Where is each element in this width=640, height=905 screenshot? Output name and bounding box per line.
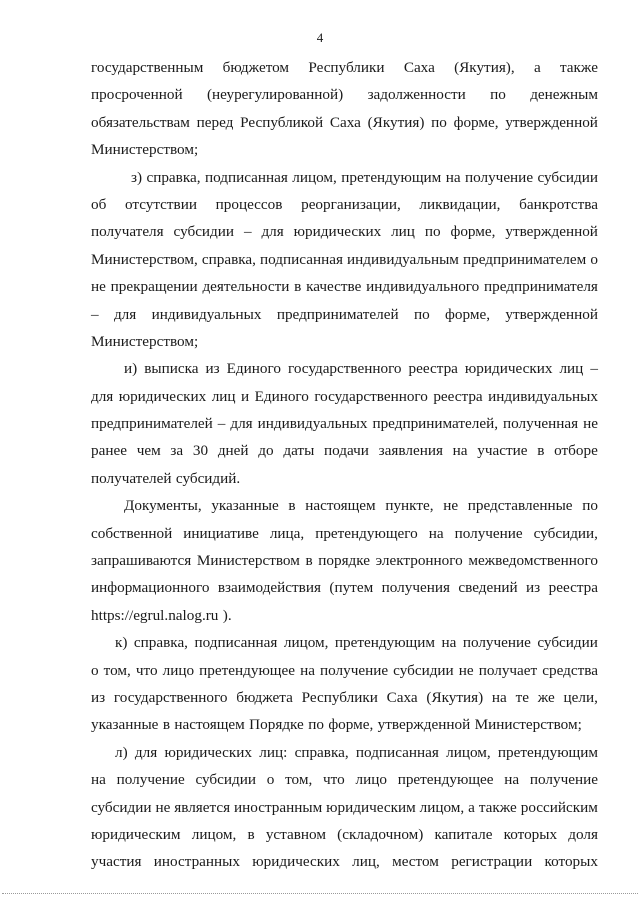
word: Единого <box>254 387 309 405</box>
word: заявления <box>378 442 443 460</box>
text-line <box>91 602 598 629</box>
text-line <box>91 136 598 163</box>
word: в <box>162 716 170 734</box>
word: получение <box>529 771 598 789</box>
word: справка, <box>294 743 349 761</box>
word: дней <box>217 442 249 460</box>
word: предпринимателем <box>462 250 587 268</box>
word: юридических <box>252 853 340 871</box>
text-line <box>91 492 598 519</box>
word: процессов <box>215 195 283 213</box>
word: регистрации <box>451 853 533 871</box>
text-line <box>91 766 598 793</box>
word: Саха <box>386 688 418 706</box>
text-line <box>91 273 598 300</box>
word: лиц <box>391 223 415 241</box>
word: указанные <box>211 497 279 515</box>
word: предпринимателей, <box>372 415 499 433</box>
page-bottom-border <box>2 893 638 894</box>
word: для <box>134 743 158 761</box>
word: на <box>91 771 106 789</box>
word: также <box>478 798 517 816</box>
word: чем <box>136 442 161 460</box>
word: о <box>266 771 275 789</box>
word: в <box>247 825 255 843</box>
word: реестра <box>548 579 598 597</box>
word: на <box>441 634 457 652</box>
word: субсидий. <box>175 469 241 487</box>
word: Министерством, <box>91 250 198 268</box>
word: на <box>504 771 520 789</box>
word: ранее <box>91 442 127 460</box>
word: утвержденной <box>505 113 598 131</box>
word: лиц, <box>352 853 380 871</box>
text-line <box>91 520 598 547</box>
word: Республики <box>301 688 378 706</box>
word: Министерством; <box>474 716 582 734</box>
word: получение <box>454 524 523 542</box>
word: российским <box>520 798 598 816</box>
word: претендующего <box>315 524 418 542</box>
word: инициативе <box>183 524 259 542</box>
text-line <box>91 657 598 684</box>
word: юридических <box>464 360 553 378</box>
word: иностранным <box>234 798 323 816</box>
word: субсидии <box>195 771 256 789</box>
word: обязательствам <box>91 113 190 131</box>
word: реестра <box>433 387 483 405</box>
word: получение <box>116 771 185 789</box>
word: по <box>308 716 324 734</box>
word: 30 <box>192 442 209 460</box>
word: предпринимателей <box>91 415 213 433</box>
word: из <box>526 579 541 597</box>
word: претендующее <box>199 661 295 679</box>
word: по <box>424 223 441 241</box>
word: получение <box>462 634 531 652</box>
word: взаимодействия <box>217 579 321 597</box>
text-line <box>91 246 598 273</box>
paragraph <box>91 54 598 164</box>
word: в <box>288 497 296 515</box>
word: же <box>537 688 555 706</box>
word: получает <box>478 661 538 679</box>
word: лицом, <box>419 798 465 816</box>
paragraph <box>91 739 598 876</box>
text-line <box>91 301 598 328</box>
word: капитале <box>434 825 493 843</box>
word: субсидии <box>173 223 235 241</box>
word: Республикой <box>240 113 324 131</box>
word: юридических <box>118 387 207 405</box>
text-line <box>91 191 598 218</box>
word: (Якутия), <box>454 59 515 76</box>
word: государственного <box>113 688 228 706</box>
word: претендующим <box>334 634 435 652</box>
word: а <box>468 798 475 816</box>
word: лицо <box>355 771 387 789</box>
paragraph <box>91 164 598 356</box>
word: лиц <box>559 360 584 378</box>
word: лица, <box>269 524 305 542</box>
word: которых <box>544 853 598 871</box>
word: получателей <box>91 469 172 487</box>
text-line <box>91 54 598 81</box>
word: индивидуальных <box>488 387 598 405</box>
word: субсидии, <box>533 524 598 542</box>
word: Министерством; <box>91 141 199 159</box>
word: информационного <box>91 579 210 597</box>
word: для <box>261 223 284 241</box>
word: просроченной <box>91 86 183 104</box>
word: юридическим <box>91 825 181 843</box>
word: справка, <box>146 168 201 186</box>
word: цели, <box>563 688 598 706</box>
word: для <box>91 387 114 405</box>
word: реорганизации, <box>301 195 401 213</box>
word: которых <box>503 825 558 843</box>
word: подписанная <box>194 634 278 652</box>
word: сведений <box>458 579 518 597</box>
word: не <box>91 278 106 296</box>
word: участие <box>477 442 528 460</box>
word: не <box>443 497 459 515</box>
word: претендующим <box>341 168 442 186</box>
paragraph <box>91 492 598 629</box>
word: на <box>428 524 444 542</box>
word: лиц: <box>259 743 288 761</box>
word: форме, <box>450 223 496 241</box>
word: https://egrul.nalog.ru <box>91 606 219 624</box>
word: запрашиваются <box>91 552 192 570</box>
word: получения <box>381 579 450 597</box>
text-line <box>91 355 598 382</box>
word: бюджета <box>236 688 293 706</box>
word: государственным <box>91 59 204 76</box>
word: претендующим <box>497 743 598 761</box>
word: Порядке <box>249 716 304 734</box>
word: (путем <box>329 579 374 597</box>
word: до <box>258 442 274 460</box>
word: местом <box>392 853 439 871</box>
text-line <box>91 711 598 738</box>
word: не <box>155 798 171 816</box>
word: справка, <box>201 250 256 268</box>
word: доля <box>568 825 598 843</box>
word: на <box>491 688 507 706</box>
word: том, <box>285 771 313 789</box>
word: лицом, <box>446 743 491 761</box>
document-body <box>91 54 598 876</box>
word: не <box>458 661 474 679</box>
text-line <box>91 821 598 848</box>
word: выписка <box>144 360 199 378</box>
word: денежным <box>530 86 598 104</box>
text-line <box>91 410 598 437</box>
word: по <box>413 305 430 323</box>
word: прекращении <box>110 278 198 296</box>
word: (складочном) <box>337 825 424 843</box>
text-line <box>91 383 598 410</box>
word: за <box>170 442 184 460</box>
word: – <box>91 305 99 323</box>
text-line <box>91 629 598 656</box>
word: деятельности <box>202 278 290 296</box>
word: бюджетом <box>222 59 290 76</box>
text-line <box>91 848 598 875</box>
word: подписанная <box>204 168 288 186</box>
word: субсидии <box>393 661 454 679</box>
word: пункте, <box>385 497 434 515</box>
word: также <box>559 59 598 76</box>
paragraph <box>91 355 598 492</box>
paragraph <box>91 629 598 739</box>
text-line <box>91 218 598 245</box>
word: в <box>537 442 545 460</box>
word: субсидии <box>537 168 598 186</box>
word: лицо <box>162 661 195 679</box>
word: л) <box>115 743 128 761</box>
word: и <box>240 387 250 405</box>
word: межведомственного <box>468 552 598 570</box>
text-line <box>91 794 598 821</box>
text-line <box>91 547 598 574</box>
word: к) <box>115 634 128 652</box>
word: субсидии <box>537 634 598 652</box>
word: претендующее <box>397 771 494 789</box>
word: участия <box>91 853 142 871</box>
word: получение <box>464 168 534 186</box>
word: в <box>305 552 313 570</box>
word: справка, <box>133 634 188 652</box>
word: не <box>583 415 598 433</box>
word: юридических <box>164 743 252 761</box>
word: подачи <box>324 442 369 460</box>
word: для <box>113 305 137 323</box>
word: задолженности <box>367 86 466 104</box>
text-line <box>91 328 598 355</box>
word: является <box>174 798 231 816</box>
word: Саха <box>403 59 435 76</box>
word: – <box>590 360 598 378</box>
word: о <box>590 250 598 268</box>
word: качестве <box>306 278 362 296</box>
word: Документы, <box>124 497 202 515</box>
word: з) <box>131 168 143 186</box>
word: юридическим <box>326 798 416 816</box>
word: перед <box>196 113 234 131</box>
word: что <box>135 661 158 679</box>
word: том, <box>103 661 131 679</box>
word: Министерством; <box>91 332 199 350</box>
word: по <box>490 86 506 104</box>
word: об <box>91 195 107 213</box>
word: средства <box>542 661 598 679</box>
word: для <box>230 415 253 433</box>
word: форме, <box>445 305 490 323</box>
word: уставном <box>265 825 326 843</box>
word: банкротства <box>519 195 598 213</box>
word: субсидии <box>91 798 152 816</box>
word: в <box>294 278 302 296</box>
word: лицом, <box>283 634 329 652</box>
word: (Якутия) <box>367 113 425 131</box>
word: по <box>431 113 447 131</box>
word: утвержденной <box>505 305 598 323</box>
word: предпринимателей <box>276 305 399 323</box>
word: электронного <box>375 552 463 570</box>
word: реестра <box>408 360 458 378</box>
text-line <box>91 81 598 108</box>
text-line <box>91 109 598 136</box>
word: что <box>323 771 345 789</box>
word: лицом, <box>191 825 237 843</box>
word: по <box>582 497 598 515</box>
word: индивидуальным <box>347 250 459 268</box>
word: Саха <box>329 113 361 131</box>
word: подписанная <box>355 743 439 761</box>
text-line <box>91 574 598 601</box>
word: настоящем <box>305 497 376 515</box>
word: настоящем <box>174 716 245 734</box>
word: иностранных <box>153 853 240 871</box>
word: подписанная <box>260 250 343 268</box>
word: индивидуальных <box>257 415 368 433</box>
word: ). <box>222 606 232 624</box>
word: а <box>533 59 541 76</box>
word: ликвидации, <box>419 195 501 213</box>
word: (неурегулированной) <box>206 86 344 104</box>
word: государственного <box>314 387 428 405</box>
word: собственной <box>91 524 173 542</box>
word: получателя <box>91 223 164 241</box>
word: те <box>515 688 529 706</box>
word: индивидуального <box>366 278 480 296</box>
word: из <box>91 688 106 706</box>
word: форме, <box>453 113 499 131</box>
word: Единого <box>226 360 281 378</box>
word: на <box>445 168 461 186</box>
word: индивидуальных <box>151 305 262 323</box>
word: указанные <box>91 716 159 734</box>
word: (Якутия) <box>426 688 484 706</box>
page-number: 4 <box>316 30 324 45</box>
word: лицом, <box>292 168 337 186</box>
word: утвержденной <box>377 716 471 734</box>
word: получение <box>320 661 389 679</box>
word: государственного <box>287 360 402 378</box>
word: полученная <box>503 415 579 433</box>
text-line <box>91 739 598 766</box>
word: Республики <box>308 59 385 76</box>
text-line <box>91 164 598 191</box>
word: и) <box>124 360 138 378</box>
word: на <box>452 442 468 460</box>
text-line <box>91 465 598 492</box>
word: юридических <box>293 223 382 241</box>
word: отсутствии <box>124 195 197 213</box>
word: о <box>91 661 99 679</box>
word: Министерством <box>196 552 300 570</box>
word: форме, <box>328 716 374 734</box>
word: представленные <box>467 497 573 515</box>
word: из <box>205 360 220 378</box>
word: утвержденной <box>505 223 598 241</box>
word: – <box>243 223 252 241</box>
word: на <box>300 661 315 679</box>
text-line <box>91 684 598 711</box>
word: предпринимателя <box>484 278 598 296</box>
word: лиц <box>211 387 236 405</box>
word: отборе <box>554 442 598 460</box>
word: даты <box>283 442 315 460</box>
word: порядке <box>318 552 371 570</box>
text-line <box>91 437 598 464</box>
word: – <box>217 415 226 433</box>
